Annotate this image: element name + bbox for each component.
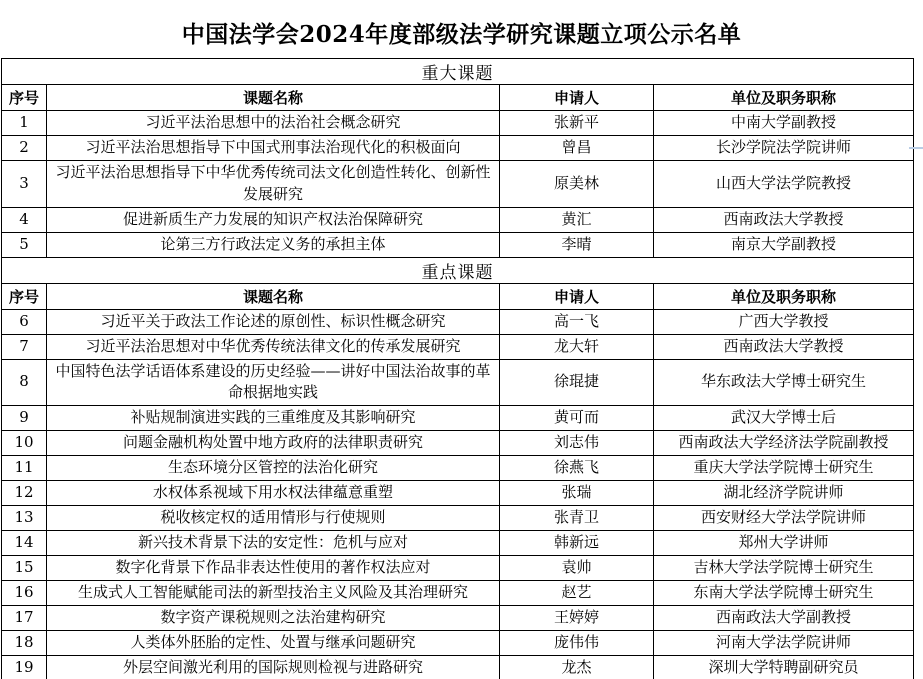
table-row — [2, 431, 914, 456]
cell-affiliation: 重庆大学法学院博士研究生 — [654, 456, 914, 481]
table-row — [2, 161, 914, 208]
cell-no: 15 — [2, 556, 47, 581]
cell-applicant: 赵艺 — [500, 581, 654, 606]
cell-no: 6 — [2, 309, 47, 334]
cell-no: 3 — [2, 161, 47, 208]
cell-affiliation: 南京大学副教授 — [654, 232, 914, 257]
cell-no: 8 — [2, 359, 47, 406]
cell-no: 1 — [2, 111, 47, 136]
cell-topic: 习近平关于政法工作论述的原创性、标识性概念研究 — [47, 309, 500, 334]
cell-topic: 促进新质生产力发展的知识产权法治保障研究 — [47, 207, 500, 232]
cell-no: 10 — [2, 431, 47, 456]
cell-topic: 人类体外胚胎的定性、处置与继承问题研究 — [47, 631, 500, 656]
cell-no: 9 — [2, 406, 47, 431]
column-header-row — [2, 85, 914, 111]
cell-no: 17 — [2, 606, 47, 631]
cell-topic: 外层空间激光利用的国际规则检视与进路研究 — [47, 656, 500, 679]
column-header: 申请人 — [500, 85, 654, 111]
cell-affiliation: 西南政法大学教授 — [654, 207, 914, 232]
cell-applicant: 徐燕飞 — [500, 456, 654, 481]
cell-applicant: 张青卫 — [500, 506, 654, 531]
section-header-row — [2, 257, 914, 283]
column-header: 序号 — [2, 85, 47, 111]
cell-applicant: 曾昌 — [500, 136, 654, 161]
table-row — [2, 359, 914, 406]
cell-affiliation: 山西大学法学院教授 — [654, 161, 914, 208]
section-header: 重大课题 — [2, 59, 914, 85]
cell-applicant: 韩新远 — [500, 531, 654, 556]
cell-affiliation: 西南政法大学经济法学院副教授 — [654, 431, 914, 456]
cell-affiliation: 中南大学副教授 — [654, 111, 914, 136]
cell-applicant: 高一飞 — [500, 309, 654, 334]
column-header: 序号 — [2, 283, 47, 309]
cell-no: 2 — [2, 136, 47, 161]
cell-applicant: 庞伟伟 — [500, 631, 654, 656]
projects-table — [1, 58, 914, 679]
cell-topic: 中国特色法学话语体系建设的历史经验——讲好中国法治故事的革命根据地实践 — [47, 359, 500, 406]
cell-applicant: 徐琨捷 — [500, 359, 654, 406]
cell-no: 11 — [2, 456, 47, 481]
cell-applicant: 刘志伟 — [500, 431, 654, 456]
cell-topic: 水权体系视域下用水权法律蕴意重塑 — [47, 481, 500, 506]
column-header: 课题名称 — [47, 283, 500, 309]
cell-topic: 习近平法治思想指导下中华优秀传统司法文化创造性转化、创新性发展研究 — [47, 161, 500, 208]
cell-applicant: 张新平 — [500, 111, 654, 136]
cell-affiliation: 华东政法大学博士研究生 — [654, 359, 914, 406]
cell-affiliation: 广西大学教授 — [654, 309, 914, 334]
scrollbar-artifact-line — [909, 147, 923, 149]
table-row — [2, 506, 914, 531]
cell-no: 18 — [2, 631, 47, 656]
cell-topic: 论第三方行政法定义务的承担主体 — [47, 232, 500, 257]
projects-table-body — [2, 59, 914, 679]
cell-topic: 习近平法治思想对中华优秀传统法律文化的传承发展研究 — [47, 334, 500, 359]
cell-affiliation: 深圳大学特聘副研究员 — [654, 656, 914, 679]
cell-applicant: 黄可而 — [500, 406, 654, 431]
page-title: 中国法学会2024年度部级法学研究课题立项公示名单 — [181, 21, 742, 48]
cell-affiliation: 河南大学法学院讲师 — [654, 631, 914, 656]
cell-topic: 补贴规制演进实践的三重维度及其影响研究 — [47, 406, 500, 431]
column-header: 单位及职务职称 — [654, 283, 914, 309]
cell-affiliation: 西安财经大学法学院讲师 — [654, 506, 914, 531]
cell-affiliation: 长沙学院法学院讲师 — [654, 136, 914, 161]
column-header: 课题名称 — [47, 85, 500, 111]
cell-topic: 生成式人工智能赋能司法的新型技治主义风险及其治理研究 — [47, 581, 500, 606]
cell-applicant: 李晴 — [500, 232, 654, 257]
cell-topic: 数字资产课税规则之法治建构研究 — [47, 606, 500, 631]
cell-topic: 习近平法治思想中的法治社会概念研究 — [47, 111, 500, 136]
table-row — [2, 207, 914, 232]
section-header-row — [2, 59, 914, 85]
cell-no: 5 — [2, 232, 47, 257]
table-row — [2, 136, 914, 161]
table-row — [2, 334, 914, 359]
cell-no: 4 — [2, 207, 47, 232]
cell-applicant: 龙杰 — [500, 656, 654, 679]
cell-topic: 习近平法治思想指导下中国式刑事法治现代化的积极面向 — [47, 136, 500, 161]
cell-applicant: 黄汇 — [500, 207, 654, 232]
cell-applicant: 龙大轩 — [500, 334, 654, 359]
cell-affiliation: 西南政法大学副教授 — [654, 606, 914, 631]
table-row — [2, 531, 914, 556]
table-row — [2, 581, 914, 606]
cell-topic: 新兴技术背景下法的安定性：危机与应对 — [47, 531, 500, 556]
cell-no: 14 — [2, 531, 47, 556]
cell-no: 7 — [2, 334, 47, 359]
cell-applicant: 张瑞 — [500, 481, 654, 506]
cell-topic: 税收核定权的适用情形与行使规则 — [47, 506, 500, 531]
table-row — [2, 631, 914, 656]
cell-affiliation: 东南大学法学院博士研究生 — [654, 581, 914, 606]
cell-applicant: 袁帅 — [500, 556, 654, 581]
cell-affiliation: 武汉大学博士后 — [654, 406, 914, 431]
cell-no: 19 — [2, 656, 47, 679]
table-row — [2, 656, 914, 679]
column-header: 申请人 — [500, 283, 654, 309]
cell-topic: 问题金融机构处置中地方政府的法律职责研究 — [47, 431, 500, 456]
section-header: 重点课题 — [2, 257, 914, 283]
cell-topic: 数字化背景下作品非表达性使用的著作权法应对 — [47, 556, 500, 581]
cell-no: 13 — [2, 506, 47, 531]
cell-affiliation: 吉林大学法学院博士研究生 — [654, 556, 914, 581]
cell-applicant: 原美林 — [500, 161, 654, 208]
table-row — [2, 309, 914, 334]
cell-no: 12 — [2, 481, 47, 506]
cell-affiliation: 湖北经济学院讲师 — [654, 481, 914, 506]
cell-affiliation: 西南政法大学教授 — [654, 334, 914, 359]
cell-topic: 生态环境分区管控的法治化研究 — [47, 456, 500, 481]
table-row — [2, 556, 914, 581]
table-row — [2, 481, 914, 506]
cell-no: 16 — [2, 581, 47, 606]
table-row — [2, 232, 914, 257]
cell-applicant: 王婷婷 — [500, 606, 654, 631]
column-header: 单位及职务职称 — [654, 85, 914, 111]
table-row — [2, 606, 914, 631]
table-row — [2, 111, 914, 136]
table-row — [2, 406, 914, 431]
cell-affiliation: 郑州大学讲师 — [654, 531, 914, 556]
column-header-row — [2, 283, 914, 309]
table-row — [2, 456, 914, 481]
